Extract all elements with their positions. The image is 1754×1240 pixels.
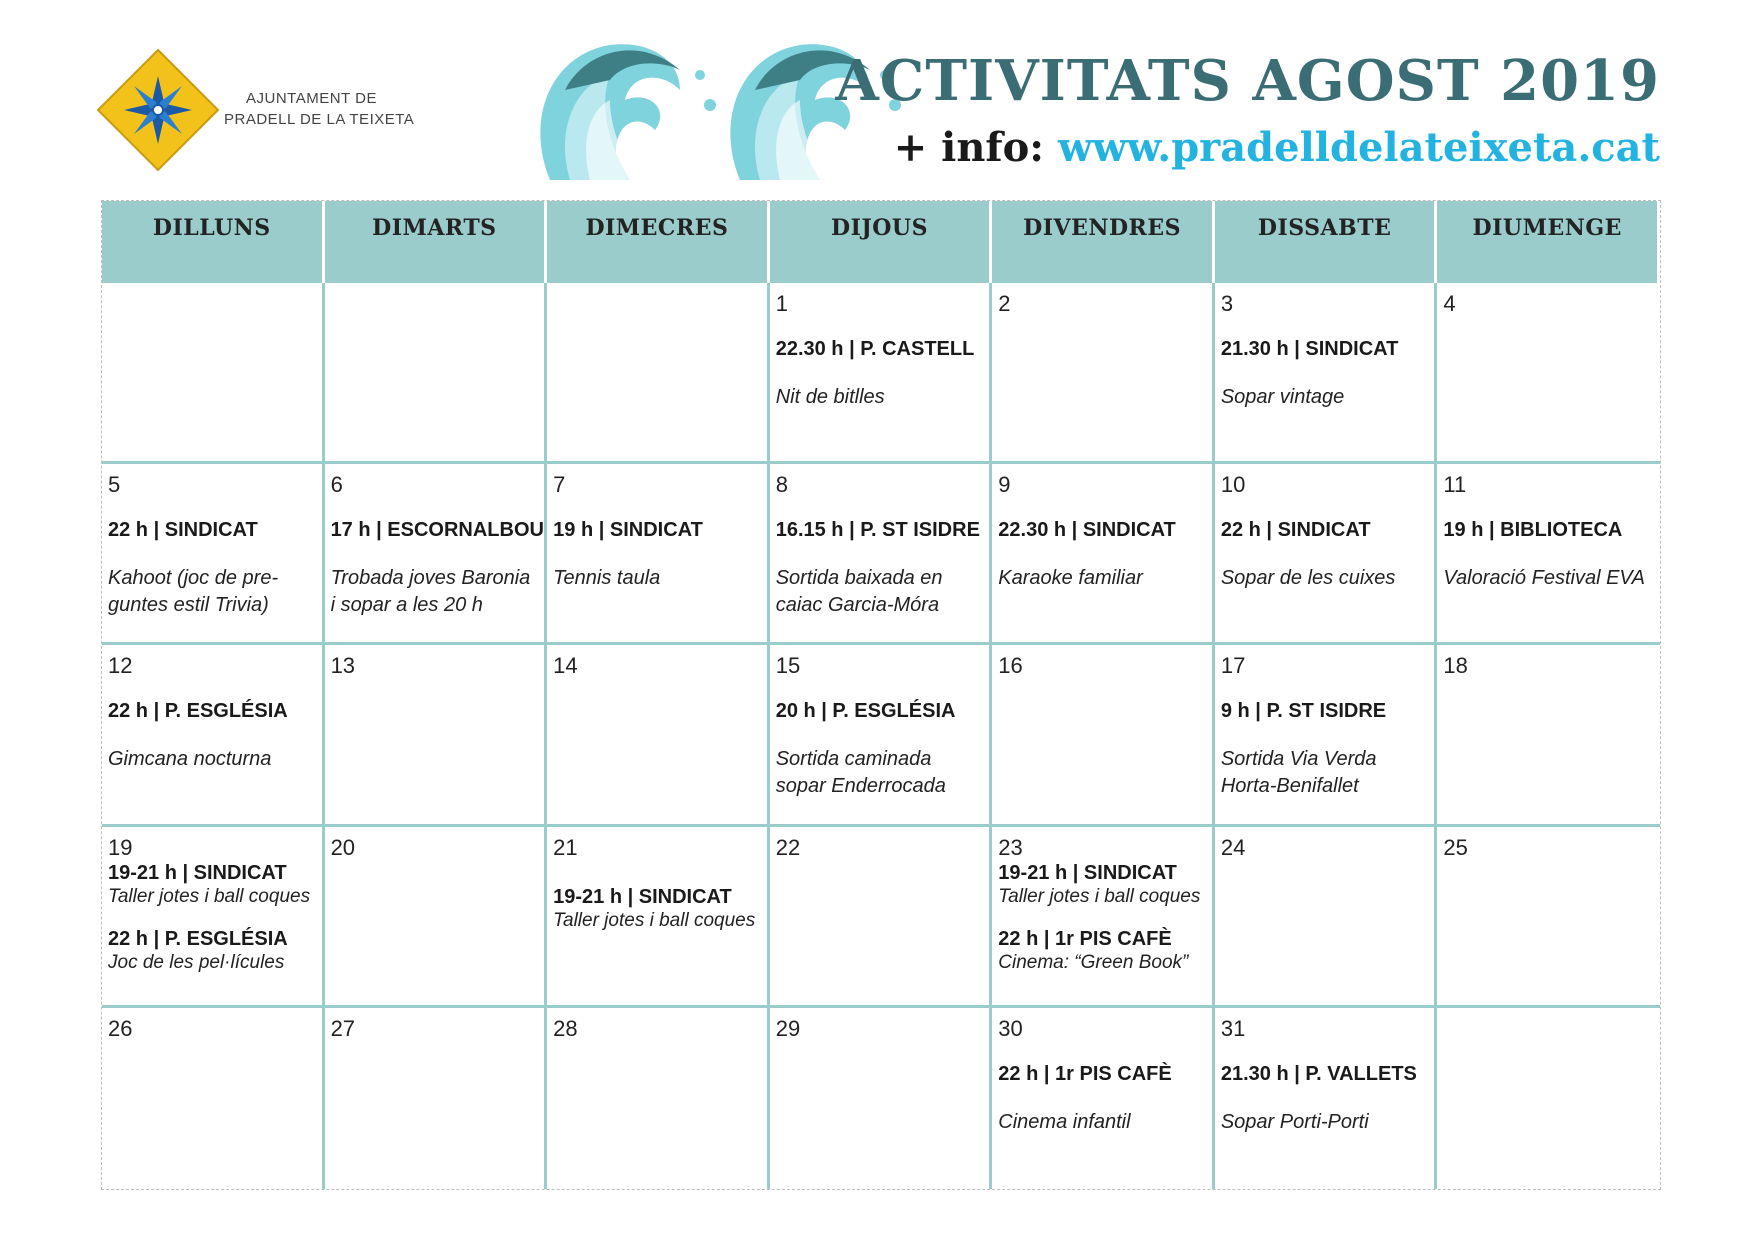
event-description: Sortida baixada en caiac Garcia-Móra: [775, 567, 943, 617]
event-time-place: 19-21 h | SINDICAT: [998, 861, 1177, 884]
day-number: 31: [1220, 1015, 1246, 1041]
event-time-place: 9 h | P. ST ISIDRE: [1220, 700, 1387, 723]
calendar-day-cell: [1437, 645, 1660, 826]
event-time-place: 19 h | SINDICAT: [553, 519, 703, 542]
calendar-day-cell: [992, 827, 1215, 1008]
day-number: 18: [1443, 653, 1468, 679]
day-number: 12: [108, 653, 133, 679]
calendar-day-cell: [1437, 827, 1660, 1008]
day-number: 6: [330, 472, 343, 498]
org-name-line1: AJUNTAMENT DE: [246, 90, 377, 107]
day-number: 5: [108, 472, 121, 498]
calendar-day-cell: [1437, 1008, 1660, 1189]
day-number: [108, 291, 316, 317]
calendar-day-cell: [102, 464, 325, 645]
day-number: 23: [998, 834, 1023, 860]
weekday-header: DISSABTE: [1215, 201, 1438, 283]
logo-block: [96, 48, 436, 170]
event-item: [108, 699, 316, 773]
event-item: [776, 337, 984, 411]
day-number: [553, 291, 761, 317]
calendar-day-cell: [770, 645, 993, 826]
calendar-day-cell: [325, 464, 548, 645]
info-label: + info:: [893, 124, 1058, 171]
calendar-day-cell: [547, 1008, 770, 1189]
calendar-day-cell: [770, 827, 993, 1008]
event-time-place: 22 h | 1r PIS CAFÈ: [998, 927, 1172, 950]
event-time-place: 22.30 h | P. CASTELL: [775, 338, 975, 360]
event-item: [1221, 699, 1429, 800]
event-item: [998, 927, 1206, 975]
event-item: [1221, 1062, 1429, 1136]
day-number: 9: [998, 472, 1011, 498]
day-number: 26: [108, 1015, 133, 1041]
day-number: 21: [553, 834, 578, 860]
day-number: 8: [775, 472, 788, 498]
event-description: Tennis taula: [553, 567, 661, 590]
weekday-header: DILLUNS: [102, 201, 325, 283]
day-number: 17: [1220, 653, 1246, 679]
day-number: 16: [998, 653, 1023, 679]
event-description: Cinema: “Green Book”: [998, 951, 1189, 973]
day-number: 28: [553, 1015, 578, 1041]
event-item: [998, 1062, 1206, 1136]
calendar-day-cell: [1437, 283, 1660, 464]
calendar-day-cell: [770, 1008, 993, 1189]
calendar-day-cell: [1215, 827, 1438, 1008]
day-number: 19: [108, 834, 133, 860]
day-number: 1: [775, 291, 788, 316]
event-description: Nit de bitlles: [775, 386, 885, 408]
event-time-place: 17 h | ESCORNALBOU: [330, 519, 544, 542]
calendar-day-cell: [325, 1008, 548, 1189]
day-number: 11: [1443, 472, 1467, 498]
calendar-day-cell: [102, 645, 325, 826]
day-number: 20: [330, 834, 356, 860]
page-title: ACTIVITATS AGOST 2019: [835, 48, 1660, 114]
calendar-day-cell: [992, 464, 1215, 645]
event-description: Cinema infantil: [998, 1110, 1131, 1133]
event-description: Sortida Via Verda Horta-Benifallet: [1220, 748, 1377, 798]
info-line: [894, 124, 1660, 171]
calendar-day-cell: [102, 283, 325, 464]
day-number: 3: [1220, 291, 1234, 316]
event-item: [108, 861, 316, 909]
event-item: [1221, 337, 1429, 411]
event-time-place: 22 h | P. ESGLÉSIA: [108, 700, 288, 723]
event-description: Sopar Porti-Porti: [1220, 1110, 1369, 1133]
event-time-place: 22.30 h | SINDICAT: [998, 519, 1176, 542]
day-number: 22: [775, 834, 801, 860]
event-description: Taller jotes i ball coques: [998, 885, 1201, 907]
calendar-day-cell: [547, 645, 770, 826]
weekday-header: DIMARTS: [325, 201, 548, 283]
weekday-header: DIMECRES: [547, 201, 770, 283]
calendar-day-cell: [992, 1008, 1215, 1189]
calendar-day-cell: [547, 827, 770, 1008]
calendar-day-cell: [325, 645, 548, 826]
event-item: [553, 885, 761, 933]
municipal-crest-icon: [96, 48, 220, 172]
event-item: [1221, 518, 1429, 592]
day-number: 4: [1443, 291, 1456, 316]
calendar-day-cell: [1437, 464, 1660, 645]
calendar-day-cell: [547, 464, 770, 645]
event-description: Sortida caminada sopar Enderrocada: [775, 748, 946, 798]
event-description: Karaoke familiar: [998, 567, 1143, 590]
event-time-place: 19 h | BIBLIOTECA: [1443, 519, 1623, 542]
day-number: 14: [553, 653, 578, 679]
event-description: Sopar vintage: [1220, 386, 1345, 408]
calendar-day-cell: [325, 283, 548, 464]
website-link[interactable]: www.pradelldelateixeta.cat: [1058, 124, 1660, 171]
event-time-place: 22 h | 1r PIS CAFÈ: [998, 1062, 1172, 1085]
event-time-place: 19-21 h | SINDICAT: [553, 885, 732, 908]
calendar-day-cell: [992, 645, 1215, 826]
calendar-day-cell: [102, 1008, 325, 1189]
event-description: Kahoot (joc de pre-guntes estil Trivia): [108, 567, 279, 617]
event-description: Trobada joves Baronia i sopar a les 20 h: [330, 567, 531, 617]
day-number: 30: [998, 1015, 1023, 1041]
calendar-day-cell: [1215, 645, 1438, 826]
calendar-day-cell: [547, 283, 770, 464]
calendar-day-cell: [102, 827, 325, 1008]
event-item: [553, 518, 761, 592]
event-item: [1443, 518, 1654, 592]
calendar-day-cell: [992, 283, 1215, 464]
day-number: 10: [1220, 472, 1246, 498]
event-item: [776, 699, 984, 800]
event-description: Taller jotes i ball coques: [553, 909, 756, 931]
day-number: 24: [1220, 834, 1246, 860]
day-number: 15: [775, 653, 801, 679]
event-time-place: 22 h | SINDICAT: [1220, 519, 1371, 542]
event-time-place: 19-21 h | SINDICAT: [108, 861, 287, 884]
event-time-place: 20 h | P. ESGLÉSIA: [775, 700, 956, 723]
weekday-header: DIJOUS: [770, 201, 993, 283]
day-number: 29: [775, 1015, 801, 1041]
event-description: Taller jotes i ball coques: [108, 885, 311, 907]
day-number: [1443, 1016, 1654, 1042]
day-number: 2: [998, 291, 1011, 316]
event-item: [998, 861, 1206, 909]
event-description: Gimcana nocturna: [108, 748, 272, 771]
event-description: Sopar de les cuixes: [1220, 567, 1396, 590]
event-item: [776, 518, 984, 619]
calendar-grid: [101, 200, 1661, 1190]
calendar-day-cell: [1215, 464, 1438, 645]
day-number: 25: [1443, 834, 1468, 860]
event-time-place: 21.30 h | SINDICAT: [1220, 338, 1399, 360]
calendar-day-cell: [770, 283, 993, 464]
event-item: [330, 518, 544, 619]
event-item: [108, 518, 316, 619]
event-time-place: 22 h | SINDICAT: [108, 519, 258, 542]
event-time-place: 21.30 h | P. VALLETS: [1220, 1062, 1417, 1085]
day-number: 27: [330, 1015, 356, 1041]
calendar-day-cell: [1215, 283, 1438, 464]
calendar-day-cell: [770, 464, 993, 645]
event-item: [998, 518, 1206, 592]
org-name-line2: PRADELL DE LA TEIXETA: [224, 111, 415, 128]
event-time-place: 16.15 h | P. ST ISIDRE: [775, 519, 980, 542]
day-number: 7: [553, 472, 566, 498]
event-time-place: 22 h | P. ESGLÉSIA: [108, 927, 288, 950]
event-item: [108, 927, 316, 975]
calendar-day-cell: [1215, 1008, 1438, 1189]
event-description: Valoració Festival EVA: [1443, 567, 1645, 590]
calendar-day-cell: [325, 827, 548, 1008]
event-description: Joc de les pel·lícules: [108, 951, 285, 973]
weekday-header: DIUMENGE: [1437, 201, 1660, 283]
day-number: 13: [330, 653, 356, 679]
day-number: [331, 291, 539, 317]
weekday-header: DIVENDRES: [992, 201, 1215, 283]
